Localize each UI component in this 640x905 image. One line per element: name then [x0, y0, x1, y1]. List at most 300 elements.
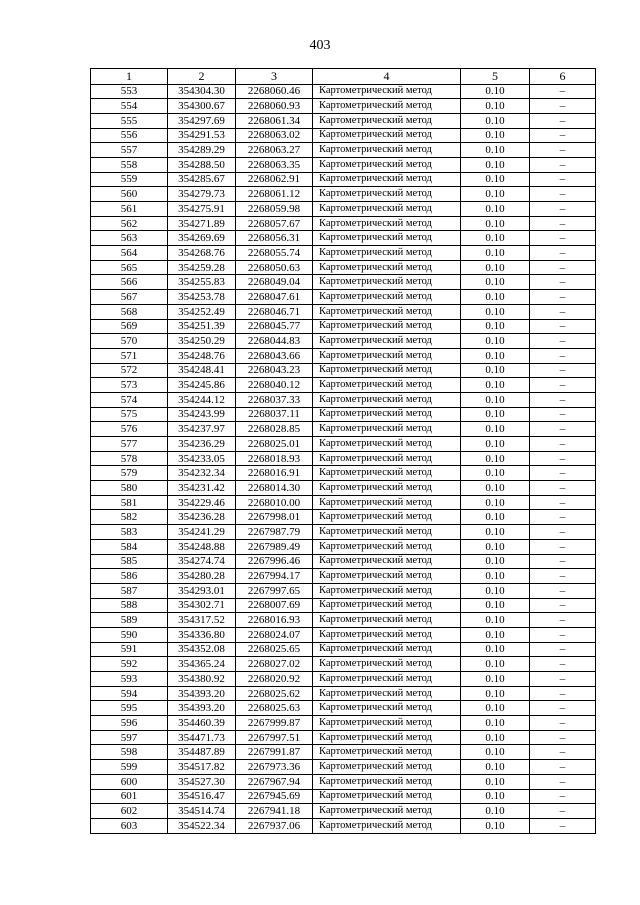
table-row: [91, 378, 596, 393]
point-number-cell: 601: [91, 789, 168, 804]
accuracy-cell: 0.10: [461, 216, 530, 231]
table-row: [91, 672, 596, 687]
method-cell: Картометрический метод: [313, 319, 461, 334]
point-number-cell: 564: [91, 246, 168, 261]
y-coordinate-cell: 2268063.27: [236, 143, 313, 158]
table-row: [91, 774, 596, 789]
note-cell: –: [530, 392, 596, 407]
x-coordinate-cell: 354302.71: [168, 598, 236, 613]
note-cell: –: [530, 422, 596, 437]
method-cell: Картометрический метод: [313, 260, 461, 275]
accuracy-cell: 0.10: [461, 275, 530, 290]
method-cell: Картометрический метод: [313, 334, 461, 349]
accuracy-cell: 0.10: [461, 128, 530, 143]
method-cell: Картометрический метод: [313, 627, 461, 642]
table-row: [91, 187, 596, 202]
accuracy-cell: 0.10: [461, 569, 530, 584]
y-coordinate-cell: 2268059.98: [236, 202, 313, 217]
point-number-cell: 580: [91, 481, 168, 496]
note-cell: –: [530, 187, 596, 202]
x-coordinate-cell: 354245.86: [168, 378, 236, 393]
x-coordinate-cell: 354259.28: [168, 260, 236, 275]
method-cell: Картометрический метод: [313, 231, 461, 246]
accuracy-cell: 0.10: [461, 304, 530, 319]
column-header: 3: [236, 69, 313, 85]
point-number-cell: 571: [91, 348, 168, 363]
method-cell: Картометрический метод: [313, 525, 461, 540]
accuracy-cell: 0.10: [461, 642, 530, 657]
x-coordinate-cell: 354241.29: [168, 525, 236, 540]
y-coordinate-cell: 2268063.35: [236, 157, 313, 172]
x-coordinate-cell: 354231.42: [168, 481, 236, 496]
method-cell: Картометрический метод: [313, 745, 461, 760]
point-number-cell: 560: [91, 187, 168, 202]
note-cell: –: [530, 246, 596, 261]
x-coordinate-cell: 354269.69: [168, 231, 236, 246]
point-number-cell: 563: [91, 231, 168, 246]
table-row: [91, 481, 596, 496]
accuracy-cell: 0.10: [461, 686, 530, 701]
note-cell: –: [530, 642, 596, 657]
method-cell: Картометрический метод: [313, 818, 461, 833]
point-number-cell: 576: [91, 422, 168, 437]
method-cell: Картометрический метод: [313, 378, 461, 393]
point-number-cell: 570: [91, 334, 168, 349]
table-row: [91, 525, 596, 540]
point-number-cell: 582: [91, 510, 168, 525]
method-cell: Картометрический метод: [313, 422, 461, 437]
accuracy-cell: 0.10: [461, 290, 530, 305]
x-coordinate-cell: 354243.99: [168, 407, 236, 422]
accuracy-cell: 0.10: [461, 392, 530, 407]
note-cell: –: [530, 143, 596, 158]
point-number-cell: 602: [91, 804, 168, 819]
method-cell: Картометрический метод: [313, 701, 461, 716]
y-coordinate-cell: 2268055.74: [236, 246, 313, 261]
point-number-cell: 577: [91, 437, 168, 452]
table-row: [91, 451, 596, 466]
y-coordinate-cell: 2267945.69: [236, 789, 313, 804]
note-cell: –: [530, 481, 596, 496]
y-coordinate-cell: 2268046.71: [236, 304, 313, 319]
note-cell: –: [530, 304, 596, 319]
point-number-cell: 599: [91, 760, 168, 775]
method-cell: Картометрический метод: [313, 437, 461, 452]
table-row: [91, 510, 596, 525]
note-cell: –: [530, 818, 596, 833]
x-coordinate-cell: 354304.30: [168, 84, 236, 99]
accuracy-cell: 0.10: [461, 613, 530, 628]
method-cell: Картометрический метод: [313, 569, 461, 584]
y-coordinate-cell: 2268043.66: [236, 348, 313, 363]
y-coordinate-cell: 2268062.91: [236, 172, 313, 187]
y-coordinate-cell: 2268045.77: [236, 319, 313, 334]
point-number-cell: 586: [91, 569, 168, 584]
accuracy-cell: 0.10: [461, 187, 530, 202]
x-coordinate-cell: 354300.67: [168, 99, 236, 114]
accuracy-cell: 0.10: [461, 598, 530, 613]
x-coordinate-cell: 354250.29: [168, 334, 236, 349]
note-cell: –: [530, 84, 596, 99]
y-coordinate-cell: 2268049.04: [236, 275, 313, 290]
y-coordinate-cell: 2268020.92: [236, 672, 313, 687]
point-number-cell: 595: [91, 701, 168, 716]
column-header: 6: [530, 69, 596, 85]
table-row: [91, 613, 596, 628]
method-cell: Картометрический метод: [313, 172, 461, 187]
point-number-cell: 590: [91, 627, 168, 642]
y-coordinate-cell: 2267941.18: [236, 804, 313, 819]
y-coordinate-cell: 2268057.67: [236, 216, 313, 231]
point-number-cell: 587: [91, 583, 168, 598]
point-number-cell: 566: [91, 275, 168, 290]
table-row: [91, 143, 596, 158]
accuracy-cell: 0.10: [461, 260, 530, 275]
table-row: [91, 642, 596, 657]
table-row: [91, 231, 596, 246]
y-coordinate-cell: 2268010.00: [236, 495, 313, 510]
accuracy-cell: 0.10: [461, 760, 530, 775]
method-cell: Картометрический метод: [313, 451, 461, 466]
method-cell: Картометрический метод: [313, 466, 461, 481]
x-coordinate-cell: 354229.46: [168, 495, 236, 510]
x-coordinate-cell: 354514.74: [168, 804, 236, 819]
table-row: [91, 583, 596, 598]
y-coordinate-cell: 2268061.12: [236, 187, 313, 202]
method-cell: Картометрический метод: [313, 187, 461, 202]
table-row: [91, 701, 596, 716]
method-cell: Картометрический метод: [313, 481, 461, 496]
point-number-cell: 593: [91, 672, 168, 687]
y-coordinate-cell: 2267973.36: [236, 760, 313, 775]
note-cell: –: [530, 334, 596, 349]
y-coordinate-cell: 2267999.87: [236, 716, 313, 731]
table-row: [91, 348, 596, 363]
accuracy-cell: 0.10: [461, 789, 530, 804]
note-cell: –: [530, 363, 596, 378]
method-cell: Картометрический метод: [313, 113, 461, 128]
note-cell: –: [530, 716, 596, 731]
table-row: [91, 598, 596, 613]
x-coordinate-cell: 354237.97: [168, 422, 236, 437]
point-number-cell: 572: [91, 363, 168, 378]
point-number-cell: 584: [91, 539, 168, 554]
note-cell: –: [530, 804, 596, 819]
y-coordinate-cell: 2268044.83: [236, 334, 313, 349]
x-coordinate-cell: 354248.41: [168, 363, 236, 378]
accuracy-cell: 0.10: [461, 554, 530, 569]
note-cell: –: [530, 113, 596, 128]
note-cell: –: [530, 290, 596, 305]
table-row: [91, 157, 596, 172]
point-number-cell: 592: [91, 657, 168, 672]
note-cell: –: [530, 774, 596, 789]
table-row: [91, 686, 596, 701]
y-coordinate-cell: 2268063.02: [236, 128, 313, 143]
table-row: [91, 260, 596, 275]
method-cell: Картометрический метод: [313, 657, 461, 672]
method-cell: Картометрический метод: [313, 407, 461, 422]
note-cell: –: [530, 275, 596, 290]
note-cell: –: [530, 657, 596, 672]
x-coordinate-cell: 354380.92: [168, 672, 236, 687]
note-cell: –: [530, 407, 596, 422]
accuracy-cell: 0.10: [461, 466, 530, 481]
accuracy-cell: 0.10: [461, 510, 530, 525]
accuracy-cell: 0.10: [461, 84, 530, 99]
point-number-cell: 553: [91, 84, 168, 99]
table-row: [91, 539, 596, 554]
x-coordinate-cell: 354251.39: [168, 319, 236, 334]
x-coordinate-cell: 354248.88: [168, 539, 236, 554]
point-number-cell: 578: [91, 451, 168, 466]
note-cell: –: [530, 510, 596, 525]
method-cell: Картометрический метод: [313, 290, 461, 305]
accuracy-cell: 0.10: [461, 231, 530, 246]
method-cell: Картометрический метод: [313, 363, 461, 378]
point-number-cell: 565: [91, 260, 168, 275]
x-coordinate-cell: 354517.82: [168, 760, 236, 775]
method-cell: Картометрический метод: [313, 716, 461, 731]
x-coordinate-cell: 354522.34: [168, 818, 236, 833]
method-cell: Картометрический метод: [313, 774, 461, 789]
x-coordinate-cell: 354352.08: [168, 642, 236, 657]
note-cell: –: [530, 730, 596, 745]
x-coordinate-cell: 354280.28: [168, 569, 236, 584]
point-number-cell: 589: [91, 613, 168, 628]
accuracy-cell: 0.10: [461, 113, 530, 128]
y-coordinate-cell: 2267967.94: [236, 774, 313, 789]
accuracy-cell: 0.10: [461, 99, 530, 114]
accuracy-cell: 0.10: [461, 157, 530, 172]
x-coordinate-cell: 354293.01: [168, 583, 236, 598]
method-cell: Картометрический метод: [313, 392, 461, 407]
accuracy-cell: 0.10: [461, 774, 530, 789]
method-cell: Картометрический метод: [313, 613, 461, 628]
note-cell: –: [530, 451, 596, 466]
method-cell: Картометрический метод: [313, 348, 461, 363]
note-cell: –: [530, 202, 596, 217]
note-cell: –: [530, 583, 596, 598]
note-cell: –: [530, 172, 596, 187]
accuracy-cell: 0.10: [461, 172, 530, 187]
table-row: [91, 363, 596, 378]
accuracy-cell: 0.10: [461, 583, 530, 598]
table-row: [91, 716, 596, 731]
table-row: [91, 627, 596, 642]
x-coordinate-cell: 354487.89: [168, 745, 236, 760]
accuracy-cell: 0.10: [461, 495, 530, 510]
accuracy-cell: 0.10: [461, 672, 530, 687]
point-number-cell: 562: [91, 216, 168, 231]
table-row: [91, 99, 596, 114]
column-header: 5: [461, 69, 530, 85]
point-number-cell: 567: [91, 290, 168, 305]
point-number-cell: 557: [91, 143, 168, 158]
y-coordinate-cell: 2268056.31: [236, 231, 313, 246]
point-number-cell: 556: [91, 128, 168, 143]
x-coordinate-cell: 354236.28: [168, 510, 236, 525]
table-body: [91, 84, 596, 833]
point-number-cell: 596: [91, 716, 168, 731]
y-coordinate-cell: 2268016.91: [236, 466, 313, 481]
x-coordinate-cell: 354365.24: [168, 657, 236, 672]
point-number-cell: 579: [91, 466, 168, 481]
method-cell: Картометрический метод: [313, 804, 461, 819]
method-cell: Картометрический метод: [313, 730, 461, 745]
note-cell: –: [530, 539, 596, 554]
y-coordinate-cell: 2268025.01: [236, 437, 313, 452]
table-row: [91, 246, 596, 261]
x-coordinate-cell: 354297.69: [168, 113, 236, 128]
y-coordinate-cell: 2268014.30: [236, 481, 313, 496]
y-coordinate-cell: 2268025.62: [236, 686, 313, 701]
note-cell: –: [530, 216, 596, 231]
note-cell: –: [530, 260, 596, 275]
table-row: [91, 745, 596, 760]
x-coordinate-cell: 354516.47: [168, 789, 236, 804]
table-row: [91, 495, 596, 510]
table-row: [91, 304, 596, 319]
x-coordinate-cell: 354253.78: [168, 290, 236, 305]
note-cell: –: [530, 745, 596, 760]
method-cell: Картометрический метод: [313, 275, 461, 290]
x-coordinate-cell: 354244.12: [168, 392, 236, 407]
y-coordinate-cell: 2268060.46: [236, 84, 313, 99]
y-coordinate-cell: 2267998.01: [236, 510, 313, 525]
y-coordinate-cell: 2268037.11: [236, 407, 313, 422]
accuracy-cell: 0.10: [461, 745, 530, 760]
y-coordinate-cell: 2268028.85: [236, 422, 313, 437]
point-number-cell: 555: [91, 113, 168, 128]
method-cell: Картометрический метод: [313, 304, 461, 319]
y-coordinate-cell: 2268061.34: [236, 113, 313, 128]
accuracy-cell: 0.10: [461, 451, 530, 466]
column-header: 4: [313, 69, 461, 85]
x-coordinate-cell: 354460.39: [168, 716, 236, 731]
header-row: [91, 69, 596, 85]
column-header: 1: [91, 69, 168, 85]
accuracy-cell: 0.10: [461, 334, 530, 349]
x-coordinate-cell: 354248.76: [168, 348, 236, 363]
note-cell: –: [530, 348, 596, 363]
table-row: [91, 437, 596, 452]
x-coordinate-cell: 354232.34: [168, 466, 236, 481]
note-cell: –: [530, 686, 596, 701]
table-row: [91, 554, 596, 569]
point-number-cell: 603: [91, 818, 168, 833]
table-row: [91, 128, 596, 143]
x-coordinate-cell: 354271.89: [168, 216, 236, 231]
table-row: [91, 172, 596, 187]
point-number-cell: 581: [91, 495, 168, 510]
table-row: [91, 730, 596, 745]
method-cell: Картометрический метод: [313, 99, 461, 114]
point-number-cell: 569: [91, 319, 168, 334]
table-row: [91, 392, 596, 407]
y-coordinate-cell: 2267996.46: [236, 554, 313, 569]
point-number-cell: 568: [91, 304, 168, 319]
note-cell: –: [530, 157, 596, 172]
method-cell: Картометрический метод: [313, 495, 461, 510]
note-cell: –: [530, 672, 596, 687]
y-coordinate-cell: 2268060.93: [236, 99, 313, 114]
table-row: [91, 657, 596, 672]
method-cell: Картометрический метод: [313, 583, 461, 598]
table-row: [91, 202, 596, 217]
method-cell: Картометрический метод: [313, 539, 461, 554]
x-coordinate-cell: 354252.49: [168, 304, 236, 319]
y-coordinate-cell: 2268016.93: [236, 613, 313, 628]
accuracy-cell: 0.10: [461, 730, 530, 745]
method-cell: Картометрический метод: [313, 202, 461, 217]
x-coordinate-cell: 354268.76: [168, 246, 236, 261]
table-row: [91, 422, 596, 437]
y-coordinate-cell: 2267997.65: [236, 583, 313, 598]
method-cell: Картометрический метод: [313, 84, 461, 99]
x-coordinate-cell: 354291.53: [168, 128, 236, 143]
method-cell: Картометрический метод: [313, 598, 461, 613]
y-coordinate-cell: 2267997.51: [236, 730, 313, 745]
x-coordinate-cell: 354317.52: [168, 613, 236, 628]
method-cell: Картометрический метод: [313, 686, 461, 701]
x-coordinate-cell: 354255.83: [168, 275, 236, 290]
table-row: [91, 804, 596, 819]
accuracy-cell: 0.10: [461, 378, 530, 393]
x-coordinate-cell: 354275.91: [168, 202, 236, 217]
method-cell: Картометрический метод: [313, 789, 461, 804]
note-cell: –: [530, 231, 596, 246]
note-cell: –: [530, 789, 596, 804]
y-coordinate-cell: 2268025.63: [236, 701, 313, 716]
point-number-cell: 598: [91, 745, 168, 760]
accuracy-cell: 0.10: [461, 348, 530, 363]
point-number-cell: 573: [91, 378, 168, 393]
method-cell: Картометрический метод: [313, 510, 461, 525]
note-cell: –: [530, 466, 596, 481]
point-number-cell: 600: [91, 774, 168, 789]
method-cell: Картометрический метод: [313, 554, 461, 569]
y-coordinate-cell: 2267991.87: [236, 745, 313, 760]
table-row: [91, 760, 596, 775]
accuracy-cell: 0.10: [461, 539, 530, 554]
method-cell: Картометрический метод: [313, 216, 461, 231]
x-coordinate-cell: 354233.05: [168, 451, 236, 466]
point-number-cell: 561: [91, 202, 168, 217]
accuracy-cell: 0.10: [461, 804, 530, 819]
y-coordinate-cell: 2268025.65: [236, 642, 313, 657]
note-cell: –: [530, 128, 596, 143]
point-number-cell: 558: [91, 157, 168, 172]
note-cell: –: [530, 495, 596, 510]
y-coordinate-cell: 2267987.79: [236, 525, 313, 540]
note-cell: –: [530, 99, 596, 114]
point-number-cell: 591: [91, 642, 168, 657]
y-coordinate-cell: 2267937.06: [236, 818, 313, 833]
point-number-cell: 554: [91, 99, 168, 114]
table-row: [91, 216, 596, 231]
table-row: [91, 407, 596, 422]
table-row: [91, 84, 596, 99]
accuracy-cell: 0.10: [461, 202, 530, 217]
x-coordinate-cell: 354274.74: [168, 554, 236, 569]
note-cell: –: [530, 598, 596, 613]
method-cell: Картометрический метод: [313, 642, 461, 657]
table-row: [91, 275, 596, 290]
note-cell: –: [530, 437, 596, 452]
method-cell: Картометрический метод: [313, 672, 461, 687]
x-coordinate-cell: 354527.30: [168, 774, 236, 789]
